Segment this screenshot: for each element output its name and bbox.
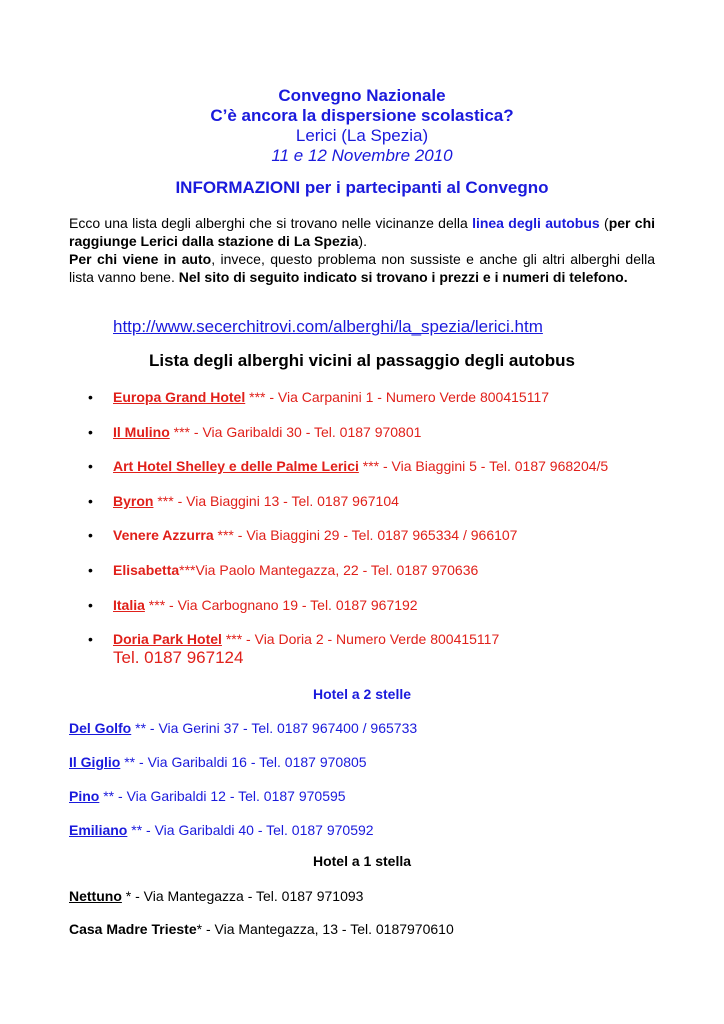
list-item bbox=[88, 423, 698, 441]
one-star-heading: Hotel a 1 stella bbox=[312, 853, 412, 869]
hotel-name[interactable]: Il Mulino bbox=[113, 423, 170, 440]
hotels-website-link[interactable]: http://www.secerchitrovi.com/alberghi/la_spezia/lerici.htm bbox=[113, 317, 543, 336]
hotel-name[interactable]: Byron bbox=[113, 492, 154, 509]
hotel-details: *** - Via Carbognano 19 - Tel. 0187 967192 bbox=[144, 596, 418, 613]
hotel-details: ** - Via Garibaldi 12 - Tel. 0187 970595 bbox=[99, 788, 346, 804]
hotel-details: ** - Via Garibaldi 40 - Tel. 0187 970592 bbox=[127, 822, 374, 838]
list-item bbox=[69, 787, 346, 805]
conference-title: Convegno Nazionale bbox=[278, 86, 446, 105]
hotel-details: *** - Via Doria 2 - Numero Verde 800415117 bbox=[221, 631, 500, 648]
hotel-name[interactable]: Italia bbox=[113, 596, 145, 613]
hotel-details: * - Via Mantegazza - Tel. 0187 971093 bbox=[121, 888, 364, 904]
bullet-icon: • bbox=[88, 561, 93, 578]
list-item bbox=[88, 492, 698, 510]
list-item bbox=[69, 887, 363, 905]
hotel-details: *** - Via Carpanini 1 - Numero Verde 800415117 bbox=[245, 389, 550, 405]
intro-paragraph bbox=[69, 214, 655, 286]
list-item bbox=[69, 920, 454, 938]
bus-line-text: linea degli autobus bbox=[472, 215, 600, 231]
hotel-details: ** - Via Gerini 37 - Tel. 0187 967400 / 965733 bbox=[131, 720, 418, 736]
intro-text-3: ). bbox=[358, 233, 367, 249]
list-item bbox=[69, 753, 367, 771]
bullet-icon: • bbox=[88, 527, 93, 544]
hotel-name[interactable]: Nettuno bbox=[69, 888, 122, 904]
list-item bbox=[88, 457, 698, 475]
list-item bbox=[88, 561, 698, 579]
intro-text-2: ( bbox=[599, 215, 609, 231]
hotel-details: *** - Via Biaggini 29 - Tel. 0187 965334 / 966107 bbox=[213, 527, 518, 544]
list-item bbox=[88, 630, 698, 668]
intro-text-1: Ecco una lista degli alberghi che si trovano nelle vicinanze della bbox=[69, 215, 473, 231]
intro-bold-site: Nel sito di seguito indicato si trovano i prezzi e i numeri di telefono. bbox=[178, 269, 628, 285]
conference-dates: 11 e 12 Novembre 2010 bbox=[271, 146, 453, 165]
bullet-icon: • bbox=[88, 389, 93, 405]
bullet-icon: • bbox=[88, 596, 93, 613]
title-block bbox=[0, 86, 724, 166]
hotel-details: *** - Via Biaggini 5 - Tel. 0187 968204/5 bbox=[358, 458, 609, 475]
intro-bold-car: Per chi viene in auto bbox=[69, 251, 212, 267]
hotel-name[interactable]: Del Golfo bbox=[69, 720, 132, 736]
hotel-details: *** - Via Biaggini 13 - Tel. 0187 967104 bbox=[153, 492, 399, 509]
hotel-details: * - Via Mantegazza, 13 - Tel. 0187970610 bbox=[196, 921, 454, 937]
list-item bbox=[69, 719, 417, 737]
hotel-name[interactable]: Art Hotel Shelley e delle Palme Lerici bbox=[113, 458, 359, 475]
three-star-hotel-list bbox=[88, 388, 698, 685]
list-item bbox=[88, 388, 698, 406]
hotel-name[interactable]: Doria Park Hotel bbox=[113, 631, 222, 648]
bullet-icon: • bbox=[88, 631, 93, 648]
hotel-name[interactable]: Il Giglio bbox=[69, 754, 121, 770]
info-heading: INFORMAZIONI per i partecipanti al Convegno bbox=[175, 178, 549, 197]
list-item bbox=[69, 821, 374, 839]
hotel-name[interactable]: Pino bbox=[69, 788, 100, 804]
intro-bold-station: per chi raggiunge Lerici dalla stazione di La Spezia bbox=[69, 215, 656, 249]
hotel-details: ***Via Paolo Mantegazza, 22 - Tel. 0187 970636 bbox=[179, 561, 479, 578]
conference-location: Lerici (La Spezia) bbox=[295, 126, 429, 145]
list-item bbox=[88, 596, 698, 614]
two-star-heading: Hotel a 2 stelle bbox=[312, 686, 412, 702]
hotel-name[interactable]: Emiliano bbox=[69, 822, 128, 838]
hotel-list-heading: Lista degli alberghi vicini al passaggio degli autobus bbox=[148, 351, 576, 370]
hotel-details: *** - Via Garibaldi 30 - Tel. 0187 970801 bbox=[169, 423, 422, 440]
bullet-icon: • bbox=[88, 458, 93, 475]
hotel-name[interactable]: Europa Grand Hotel bbox=[113, 389, 246, 405]
intro-text-4: , invece, questo problema non sussiste e anche gli altri alberghi della lista vanno bene. bbox=[69, 251, 655, 285]
hotel-name: Venere Azzurra bbox=[113, 527, 214, 544]
hotel-name: Casa Madre Trieste bbox=[69, 921, 197, 937]
hotel-details: ** - Via Garibaldi 16 - Tel. 0187 970805 bbox=[120, 754, 367, 770]
hotel-extra-phone: Tel. 0187 967124 bbox=[113, 648, 244, 668]
hotel-name: Elisabetta bbox=[113, 561, 180, 578]
bullet-icon: • bbox=[88, 423, 93, 440]
list-item bbox=[88, 526, 698, 544]
conference-question: C’è ancora la dispersione scolastica? bbox=[210, 106, 514, 125]
bullet-icon: • bbox=[88, 492, 93, 509]
